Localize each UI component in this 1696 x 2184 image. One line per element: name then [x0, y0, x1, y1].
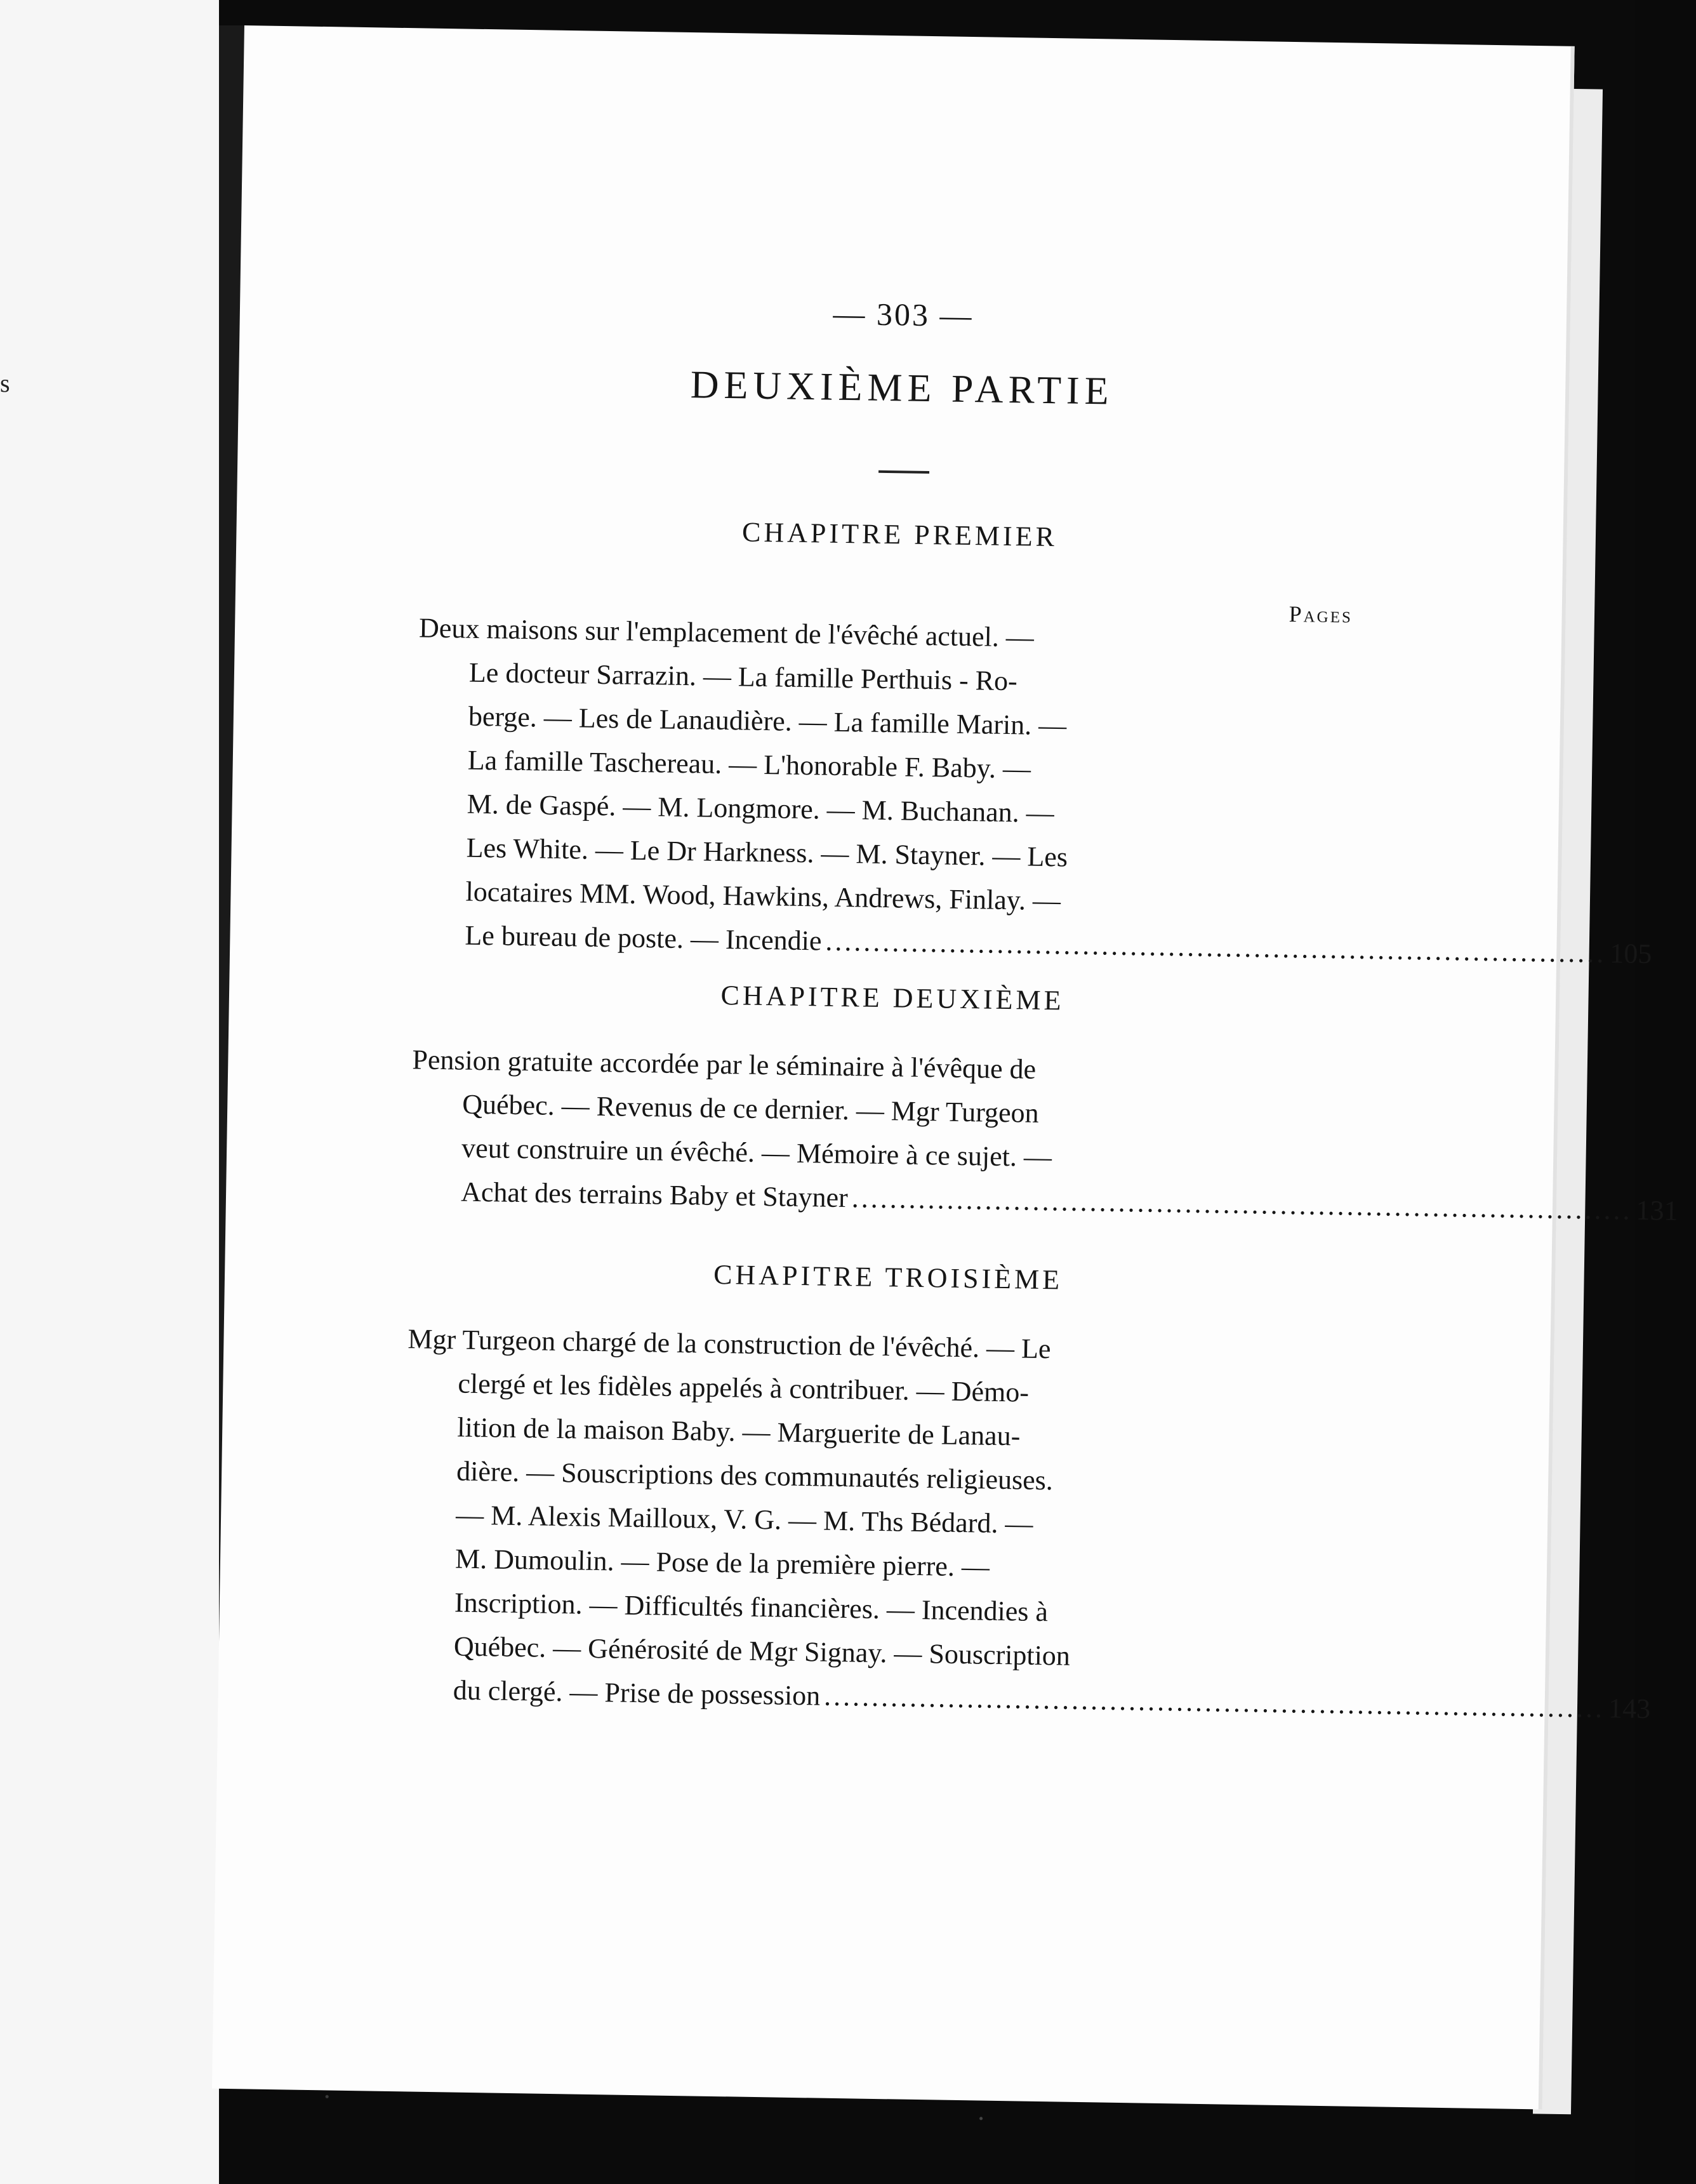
- toc-entry-line: lition de la maison Baby. — Marguerite de Lanau-: [456, 1411, 1021, 1452]
- toc-entry-line: clergé et les fidèles appelés à contribuer. — Démo-: [458, 1368, 1030, 1408]
- toc-entry-line: Québec. — Revenus de ce dernier. — Mgr Turgeon: [461, 1088, 1039, 1129]
- toc-entry-line: Mgr Turgeon chargé de la construction de l'évêché. — Le: [407, 1323, 1051, 1365]
- toc-entry-line: Pension gratuite accordée par le séminaire à l'évêque de: [412, 1044, 1037, 1085]
- toc-entry-line: Le bureau de poste. — Incendie: [465, 919, 822, 957]
- left-page-margin-letter: s: [0, 369, 10, 397]
- toc-entry-line: veut construire un évêché. — Mémoire à ce sujet. —: [461, 1132, 1052, 1173]
- toc-entry-line: La famille Taschereau. — L'honorable F. Baby. —: [467, 744, 1031, 785]
- toc-entry: [410, 1037, 1679, 1228]
- toc-entry-line: dière. — Souscriptions des communautés religieuses.: [456, 1455, 1054, 1496]
- toc-entry: [414, 606, 1652, 972]
- toc-entry-line: Le docteur Sarrazin. — La famille Perthuis - Ro-: [468, 656, 1018, 697]
- page-content: [212, 25, 1679, 2109]
- toc-page-number: 105: [1609, 937, 1652, 970]
- toc-entry-line: du clergé. — Prise de possession: [453, 1674, 821, 1712]
- chapter-heading: CHAPITRE PREMIER: [741, 516, 1058, 553]
- book-page: [212, 25, 1679, 2110]
- toc-entry-line: Inscription. — Difficultés financières. — Incendies à: [454, 1587, 1049, 1628]
- toc-page-number: 143: [1608, 1693, 1651, 1725]
- dot-leader: ..................................................................................: [825, 925, 1607, 969]
- toc-entry-line: M. Dumoulin. — Pose de la première pierre. —: [454, 1543, 990, 1583]
- dot-leader: ..................................................................................: [851, 1182, 1633, 1226]
- pages-column-label: Pages: [1289, 601, 1353, 628]
- part-title: DEUXIÈME PARTIE: [690, 363, 1115, 413]
- dot-leader: ..................................................................................: [823, 1680, 1605, 1724]
- toc-entry-line: Québec. — Générosité de Mgr Signay. — Souscription: [453, 1630, 1071, 1672]
- toc-entry-line: berge. — Les de Lanaudière. — La famille Marin. —: [468, 700, 1067, 742]
- toc-entry-line: locataires MM. Wood, Hawkins, Andrews, Finlay. —: [465, 876, 1061, 917]
- toc-page-number: 131: [1636, 1194, 1679, 1227]
- chapter-heading: CHAPITRE DEUXIÈME: [720, 979, 1064, 1016]
- toc-entry-line: — M. Alexis Mailloux, V. G. — M. Ths Bédard. —: [455, 1499, 1033, 1540]
- page-number: — 303 —: [833, 295, 974, 334]
- toc-entry: [402, 1317, 1651, 1727]
- toc-entry-line: Deux maisons sur l'emplacement de l'évêché actuel. —: [418, 612, 1035, 653]
- chapter-heading: CHAPITRE TROISIÈME: [713, 1258, 1063, 1296]
- toc-entry-line: M. de Gaspé. — M. Longmore. — M. Buchanan. —: [467, 788, 1055, 829]
- toc-entry-line: Les White. — Le Dr Harkness. — M. Stayner. — Les: [466, 832, 1068, 873]
- toc-entry-line: Achat des terrains Baby et Stayner: [460, 1176, 849, 1214]
- left-page-fragment: [0, 0, 219, 2184]
- title-rule: [878, 470, 929, 474]
